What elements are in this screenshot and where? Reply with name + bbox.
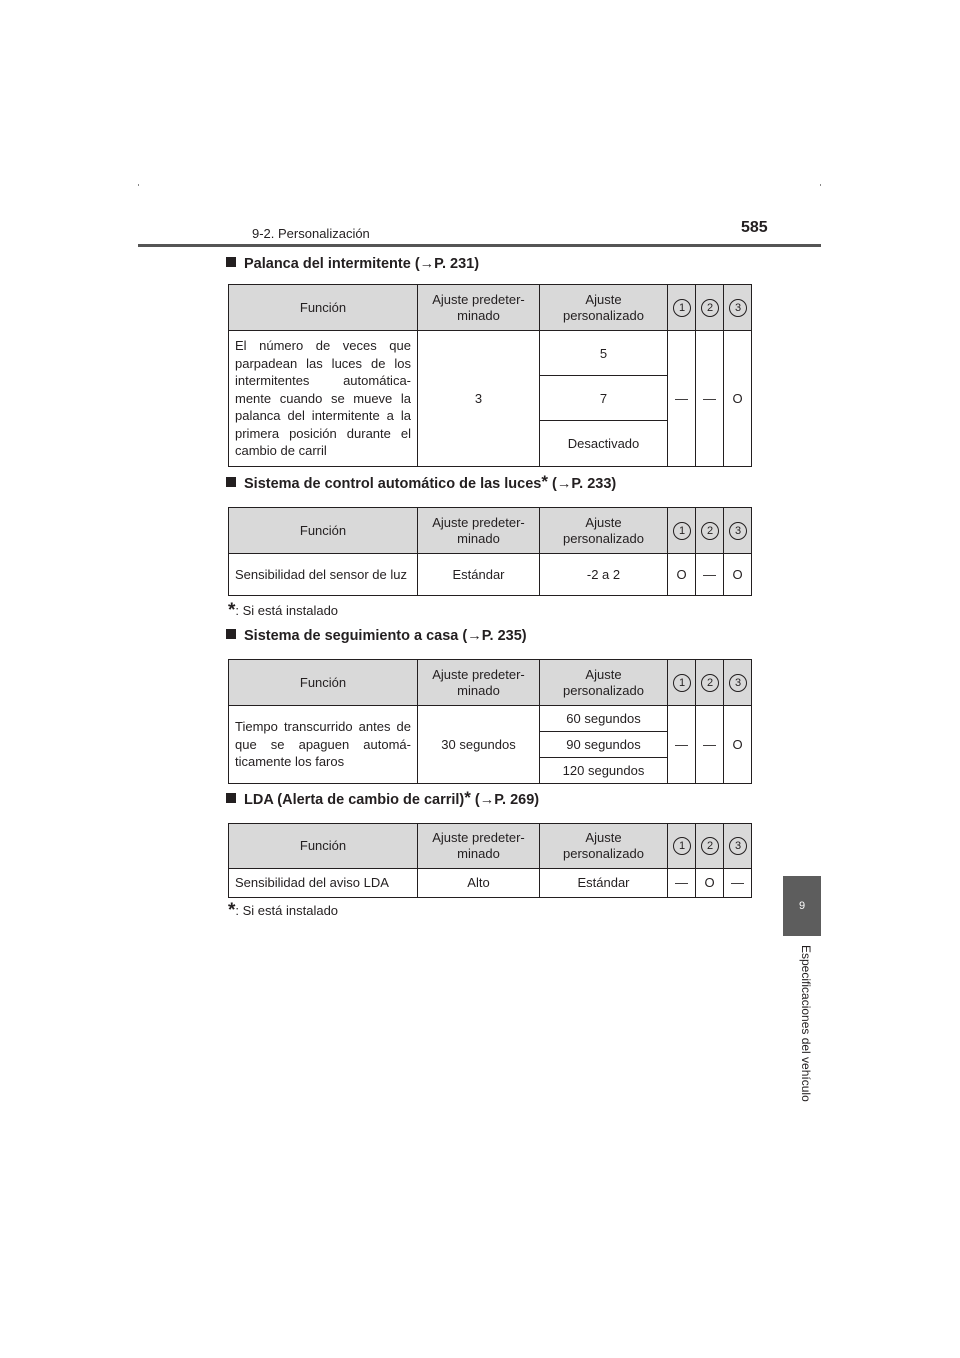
custom-cell: 5 bbox=[540, 331, 668, 376]
crop-mark-left bbox=[138, 184, 139, 186]
col-function: Función bbox=[229, 824, 418, 869]
col-default: Ajuste predeter-minado bbox=[418, 285, 540, 331]
function-cell: Tiempo transcurrido antes de que se apaguen automá-ticamente los faros bbox=[229, 706, 418, 784]
table-turn-signal bbox=[228, 284, 752, 467]
col-1 bbox=[668, 824, 696, 869]
col-function: Función bbox=[229, 285, 418, 331]
circled-number-icon: 2 bbox=[701, 837, 719, 855]
col-custom: Ajuste personalizado bbox=[540, 824, 668, 869]
custom-cell: Desactivado bbox=[540, 421, 668, 467]
col-1 bbox=[668, 660, 696, 706]
heading-turn-signal: Palanca del intermitente (→P. 231) bbox=[226, 256, 479, 272]
setting-2-cell: — bbox=[696, 554, 724, 596]
circled-number-icon: 1 bbox=[673, 674, 691, 692]
circled-number-icon: 1 bbox=[673, 522, 691, 540]
default-cell: 3 bbox=[418, 331, 540, 467]
heading-follow-me-home: Sistema de seguimiento a casa (→P. 235) bbox=[226, 628, 527, 644]
default-cell: 30 segundos bbox=[418, 706, 540, 784]
circled-number-icon: 3 bbox=[729, 522, 747, 540]
circled-number-icon: 3 bbox=[729, 837, 747, 855]
circled-number-icon: 1 bbox=[673, 837, 691, 855]
col-2 bbox=[696, 660, 724, 706]
setting-3-cell: O bbox=[724, 554, 752, 596]
col-1 bbox=[668, 285, 696, 331]
setting-2-cell: O bbox=[696, 869, 724, 898]
function-cell: El número de veces que parpadean las luces de los intermitentes automática-mente cuando se mueve la palanca del intermitente a la primera posición durante el cambio de carril bbox=[229, 331, 418, 467]
page-number: 585 bbox=[741, 219, 768, 236]
circled-number-icon: 2 bbox=[701, 522, 719, 540]
col-3 bbox=[724, 660, 752, 706]
col-1 bbox=[668, 508, 696, 554]
col-function: Función bbox=[229, 660, 418, 706]
setting-2-cell: — bbox=[696, 706, 724, 784]
setting-1-cell: — bbox=[668, 869, 696, 898]
setting-1-cell: — bbox=[668, 706, 696, 784]
table-auto-light bbox=[228, 507, 752, 596]
custom-cell: 120 segundos bbox=[540, 758, 668, 784]
col-custom: Ajuste personalizado bbox=[540, 660, 668, 706]
col-2 bbox=[696, 508, 724, 554]
col-custom: Ajuste personalizado bbox=[540, 285, 668, 331]
col-3 bbox=[724, 824, 752, 869]
custom-cell: Estándar bbox=[540, 869, 668, 898]
table-lda bbox=[228, 823, 752, 898]
col-default: Ajuste predeter-minado bbox=[418, 824, 540, 869]
custom-cell: 7 bbox=[540, 376, 668, 421]
circled-number-icon: 2 bbox=[701, 674, 719, 692]
heading-auto-light: Sistema de control automático de las luces* (→P. 233) bbox=[226, 476, 616, 492]
crop-mark-right bbox=[820, 184, 821, 186]
square-bullet-icon bbox=[226, 793, 236, 803]
section-title: 9-2. Personalización bbox=[252, 226, 370, 241]
setting-1-cell: O bbox=[668, 554, 696, 596]
custom-cell: 90 segundos bbox=[540, 732, 668, 758]
col-default: Ajuste predeter-minado bbox=[418, 508, 540, 554]
heading-lda: LDA (Alerta de cambio de carril)* (→P. 269) bbox=[226, 792, 539, 808]
setting-3-cell: O bbox=[724, 331, 752, 467]
square-bullet-icon bbox=[226, 257, 236, 267]
footnote: *: Si está instalado bbox=[228, 600, 339, 621]
chapter-label: Especificaciones del vehículo bbox=[799, 945, 813, 1102]
function-cell: Sensibilidad del sensor de luz bbox=[229, 554, 418, 596]
footnote: *: Si está instalado bbox=[228, 900, 339, 921]
header-rule bbox=[138, 244, 821, 247]
default-cell: Alto bbox=[418, 869, 540, 898]
col-3 bbox=[724, 508, 752, 554]
chapter-number: 9 bbox=[798, 900, 806, 912]
chapter-tab bbox=[783, 876, 821, 936]
square-bullet-icon bbox=[226, 629, 236, 639]
circled-number-icon: 3 bbox=[729, 299, 747, 317]
custom-cell: -2 a 2 bbox=[540, 554, 668, 596]
circled-number-icon: 3 bbox=[729, 674, 747, 692]
setting-3-cell: O bbox=[724, 706, 752, 784]
col-function: Función bbox=[229, 508, 418, 554]
custom-cell: 60 segundos bbox=[540, 706, 668, 732]
col-custom: Ajuste personalizado bbox=[540, 508, 668, 554]
col-default: Ajuste predeter-minado bbox=[418, 660, 540, 706]
col-2 bbox=[696, 824, 724, 869]
circled-number-icon: 2 bbox=[701, 299, 719, 317]
col-3 bbox=[724, 285, 752, 331]
setting-3-cell: — bbox=[724, 869, 752, 898]
setting-2-cell: — bbox=[696, 331, 724, 467]
table-follow-me-home bbox=[228, 659, 752, 784]
function-cell: Sensibilidad del aviso LDA bbox=[229, 869, 418, 898]
square-bullet-icon bbox=[226, 477, 236, 487]
default-cell: Estándar bbox=[418, 554, 540, 596]
circled-number-icon: 1 bbox=[673, 299, 691, 317]
setting-1-cell: — bbox=[668, 331, 696, 467]
col-2 bbox=[696, 285, 724, 331]
